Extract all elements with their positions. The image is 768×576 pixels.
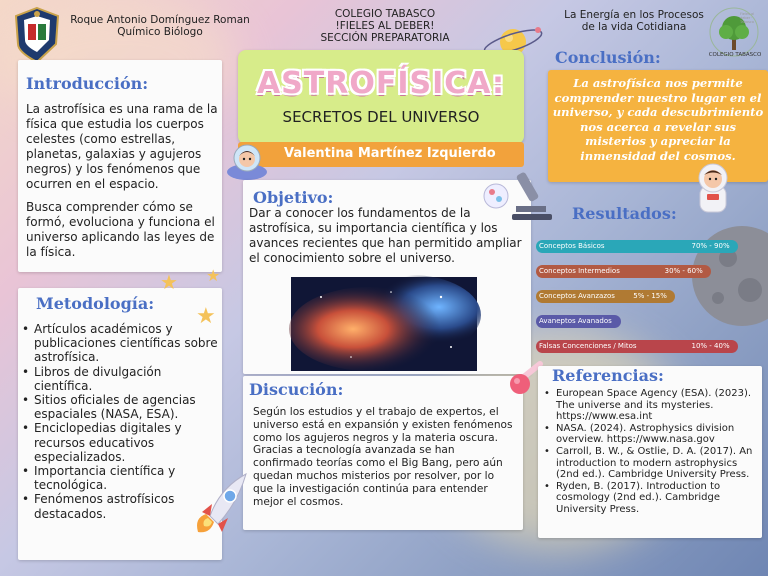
school-line: !FIELES AL DEBER! <box>335 20 435 32</box>
referencias-panel <box>538 366 762 538</box>
result-bar <box>536 240 738 253</box>
astronaut-boy-icon <box>690 158 736 218</box>
list-item: • Sitios oficiales de agencias espaciales (NASA, ESA). <box>22 393 218 421</box>
conclusion-heading: Conclusión: <box>555 48 661 67</box>
school-crest-logo <box>14 6 60 64</box>
astronaut-girl-icon <box>224 138 270 186</box>
list-item: • Libros de divulgación científica. <box>22 365 218 393</box>
result-bar-range: 30% - 60% <box>664 267 703 275</box>
rocket-icon <box>190 468 254 538</box>
meteor-icon <box>506 362 542 398</box>
student-name: Valentina Martínez Izquierdo <box>284 146 496 161</box>
discusion-heading: Discución: <box>249 380 344 399</box>
school-tree-logo <box>706 6 762 64</box>
star-icon: ★ <box>206 266 221 285</box>
author-block <box>62 14 258 38</box>
result-bar-label: Conceptos Básicos <box>539 242 605 250</box>
school-line: COLEGIO TABASCO <box>334 8 436 20</box>
objetivo-text: Dar a conocer los fundamentos de la astrofísica, su importancia científica y los avances recientes que han permitido ampliar el conocimiento sobre el universo. <box>249 206 522 265</box>
subject-line: La Energía en los Procesos <box>564 9 704 21</box>
introduccion-heading: Introducción: <box>26 74 149 93</box>
resultados-heading: Resultados: <box>572 204 677 223</box>
main-title: ASTROFÍSICA: <box>256 66 506 101</box>
subject-line: de la vida Cotidiana <box>581 21 687 33</box>
subject-block <box>554 9 714 33</box>
logo-ring-text: Fieles al deber · Tabasco <box>740 12 755 24</box>
list-item: • European Space Agency (ESA). (2023). The universe and its mysteries. https://www.esa.int <box>544 388 756 423</box>
list-item: • Carroll, B. W., & Ostlie, D. A. (2017). An introduction to modern astrophysics (2nd ed.). Cambridge University Press. <box>544 446 756 481</box>
result-bar-range: 5% - 15% <box>633 292 667 300</box>
result-bar-range: 10% - 40% <box>691 342 730 350</box>
school-line: SECCIÓN PREPARATORIA <box>320 32 450 44</box>
list-item: • Fenómenos astrofísicos destacados. <box>22 492 218 520</box>
result-bar <box>536 265 711 278</box>
star-icon: ★ <box>196 304 216 329</box>
author-role: Químico Biólogo <box>117 26 203 38</box>
star-icon: ★ <box>160 270 178 294</box>
logo-right-text: COLEGIO TABASCO <box>708 52 762 58</box>
subtitle: SECRETOS DEL UNIVERSO <box>282 108 480 126</box>
student-name-bar <box>238 142 524 167</box>
title-box <box>238 50 524 144</box>
referencias-heading: Referencias: <box>552 366 664 385</box>
author-name: Roque Antonio Domínguez Roman <box>70 14 250 26</box>
objetivo-heading: Objetivo: <box>253 188 334 207</box>
result-bar-label: Avaneptos Avanados <box>539 317 612 325</box>
list-item: • NASA. (2024). Astrophysics division overview. https://www.nasa.gov <box>544 423 756 446</box>
nebula-image <box>291 277 477 371</box>
result-bar <box>536 290 675 303</box>
result-bar-label: Conceptos Intermedios <box>539 267 620 275</box>
introduccion-panel <box>18 60 222 272</box>
result-bar <box>536 340 738 353</box>
result-bar-label: Conceptos Avanzazos <box>539 292 615 300</box>
result-bar <box>536 315 621 328</box>
list-item: • Enciclopedias digitales y recursos educativos especializados. <box>22 421 218 464</box>
result-bar-range: 70% - 90% <box>691 242 730 250</box>
introduccion-paragraph-2: Busca comprender cómo se formó, evoluciona y funciona el universo aplicando las leyes de la física. <box>26 200 215 259</box>
resultados-chart <box>536 238 768 358</box>
conclusion-text: La astrofísica nos permite comprender nuestro lugar en el universo, y cada descubrimiento nos acerca a revelar sus misterios y apreciar la inmensidad del cosmos. <box>552 76 764 163</box>
school-block <box>302 8 468 44</box>
referencias-list <box>544 388 756 516</box>
discusion-panel <box>243 376 523 530</box>
metodologia-list <box>22 322 218 521</box>
list-item: • Importancia científica y tecnológica. <box>22 464 218 492</box>
list-item: • Ryden, B. (2017). Introduction to cosmology (2nd ed.). Cambridge University Press. <box>544 481 756 516</box>
list-item: • Artículos académicos y publicaciones científicas sobre astrofísica. <box>22 322 218 365</box>
introduccion-paragraph-1: La astrofísica es una rama de la física que estudia los cuerpos celestes (como estrellas, planetas, galaxias y agujeros negros) y los fenómenos que ocurren en el espacio. <box>26 102 218 191</box>
metodologia-heading: Metodología: <box>36 294 155 313</box>
discusion-text: Según los estudios y el trabajo de expertos, el universo está en expansión y existen fenómenos como los agujeros negros y la materia oscura. Gracias a tecnología avanzada se han confirmado teorías como el Big Bang, pero aún quedan muchos misterios por resolver, por lo que la investigación continúa para entender mejor el cosmos. <box>253 406 513 508</box>
result-bar-label: Falsas Concenciones / Mitos <box>539 342 637 350</box>
